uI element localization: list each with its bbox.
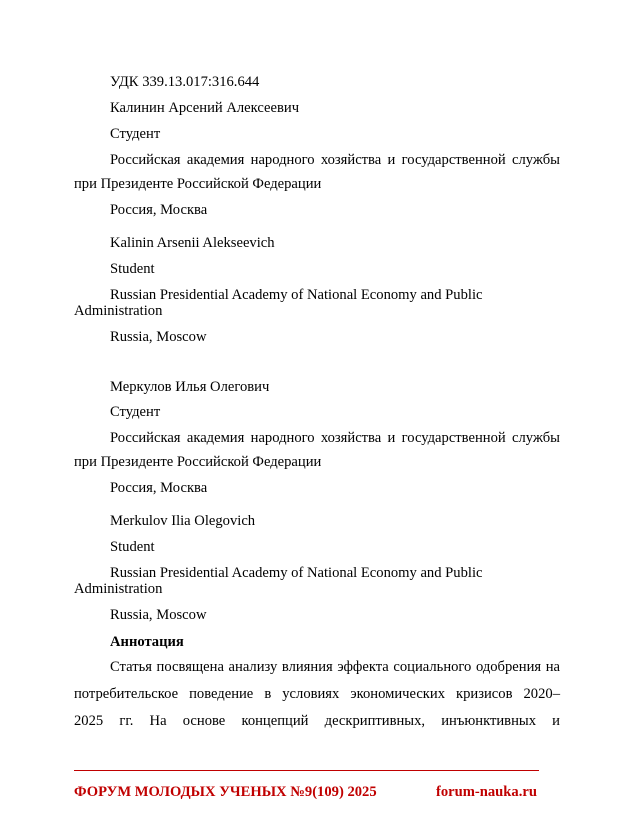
author2-affiliation-en-line2: Administration	[74, 581, 163, 597]
author1-location-ru: Россия, Москва	[110, 202, 208, 218]
author1-affiliation-en-line1: Russian Presidential Academy of National Economy and Public	[110, 287, 483, 303]
footer-site-link[interactable]: forum-nauka.ru	[436, 784, 537, 800]
author2-role-ru: Студент	[110, 404, 161, 420]
abstract-heading: Аннотация	[110, 634, 184, 650]
footer-journal-title: ФОРУМ МОЛОДЫХ УЧЕНЫХ №9(109) 2025	[74, 784, 377, 800]
author2-name-ru: Меркулов Илья Олегович	[110, 379, 270, 395]
author2-name-en: Merkulov Ilia Olegovich	[110, 513, 256, 529]
author1-affiliation-ru-line2: при Президенте Российской Федерации	[74, 176, 322, 192]
author2-affiliation-ru-line2: при Президенте Российской Федерации	[74, 454, 322, 470]
udk-code: УДК 339.13.017:316.644	[110, 74, 260, 90]
abstract-line-1: Статья посвящена анализу влияния эффекта социального одобрения на	[110, 659, 560, 675]
author2-location-ru: Россия, Москва	[110, 480, 208, 496]
author2-role-en: Student	[110, 539, 155, 555]
author2-affiliation-ru-line1: Российская академия народного хозяйства и государственной службы	[110, 430, 560, 446]
author2-affiliation-en-line1: Russian Presidential Academy of National Economy and Public	[110, 565, 483, 581]
author1-location-en: Russia, Moscow	[110, 329, 207, 345]
author1-name-ru: Калинин Арсений Алексеевич	[110, 100, 300, 116]
abstract-line-2: потребительское поведение в условиях экономических кризисов 2020–	[74, 686, 560, 702]
author2-location-en: Russia, Moscow	[110, 607, 207, 623]
footer-divider	[74, 770, 539, 771]
author1-role-ru: Студент	[110, 126, 161, 142]
abstract-line-3: 2025 гг. На основе концепций дескриптивных, инъюнктивных и	[74, 713, 560, 729]
author1-affiliation-en-line2: Administration	[74, 303, 163, 319]
author1-role-en: Student	[110, 261, 155, 277]
author1-name-en: Kalinin Arsenii Alekseevich	[110, 235, 275, 251]
author1-affiliation-ru-line1: Российская академия народного хозяйства и государственной службы	[110, 152, 560, 168]
